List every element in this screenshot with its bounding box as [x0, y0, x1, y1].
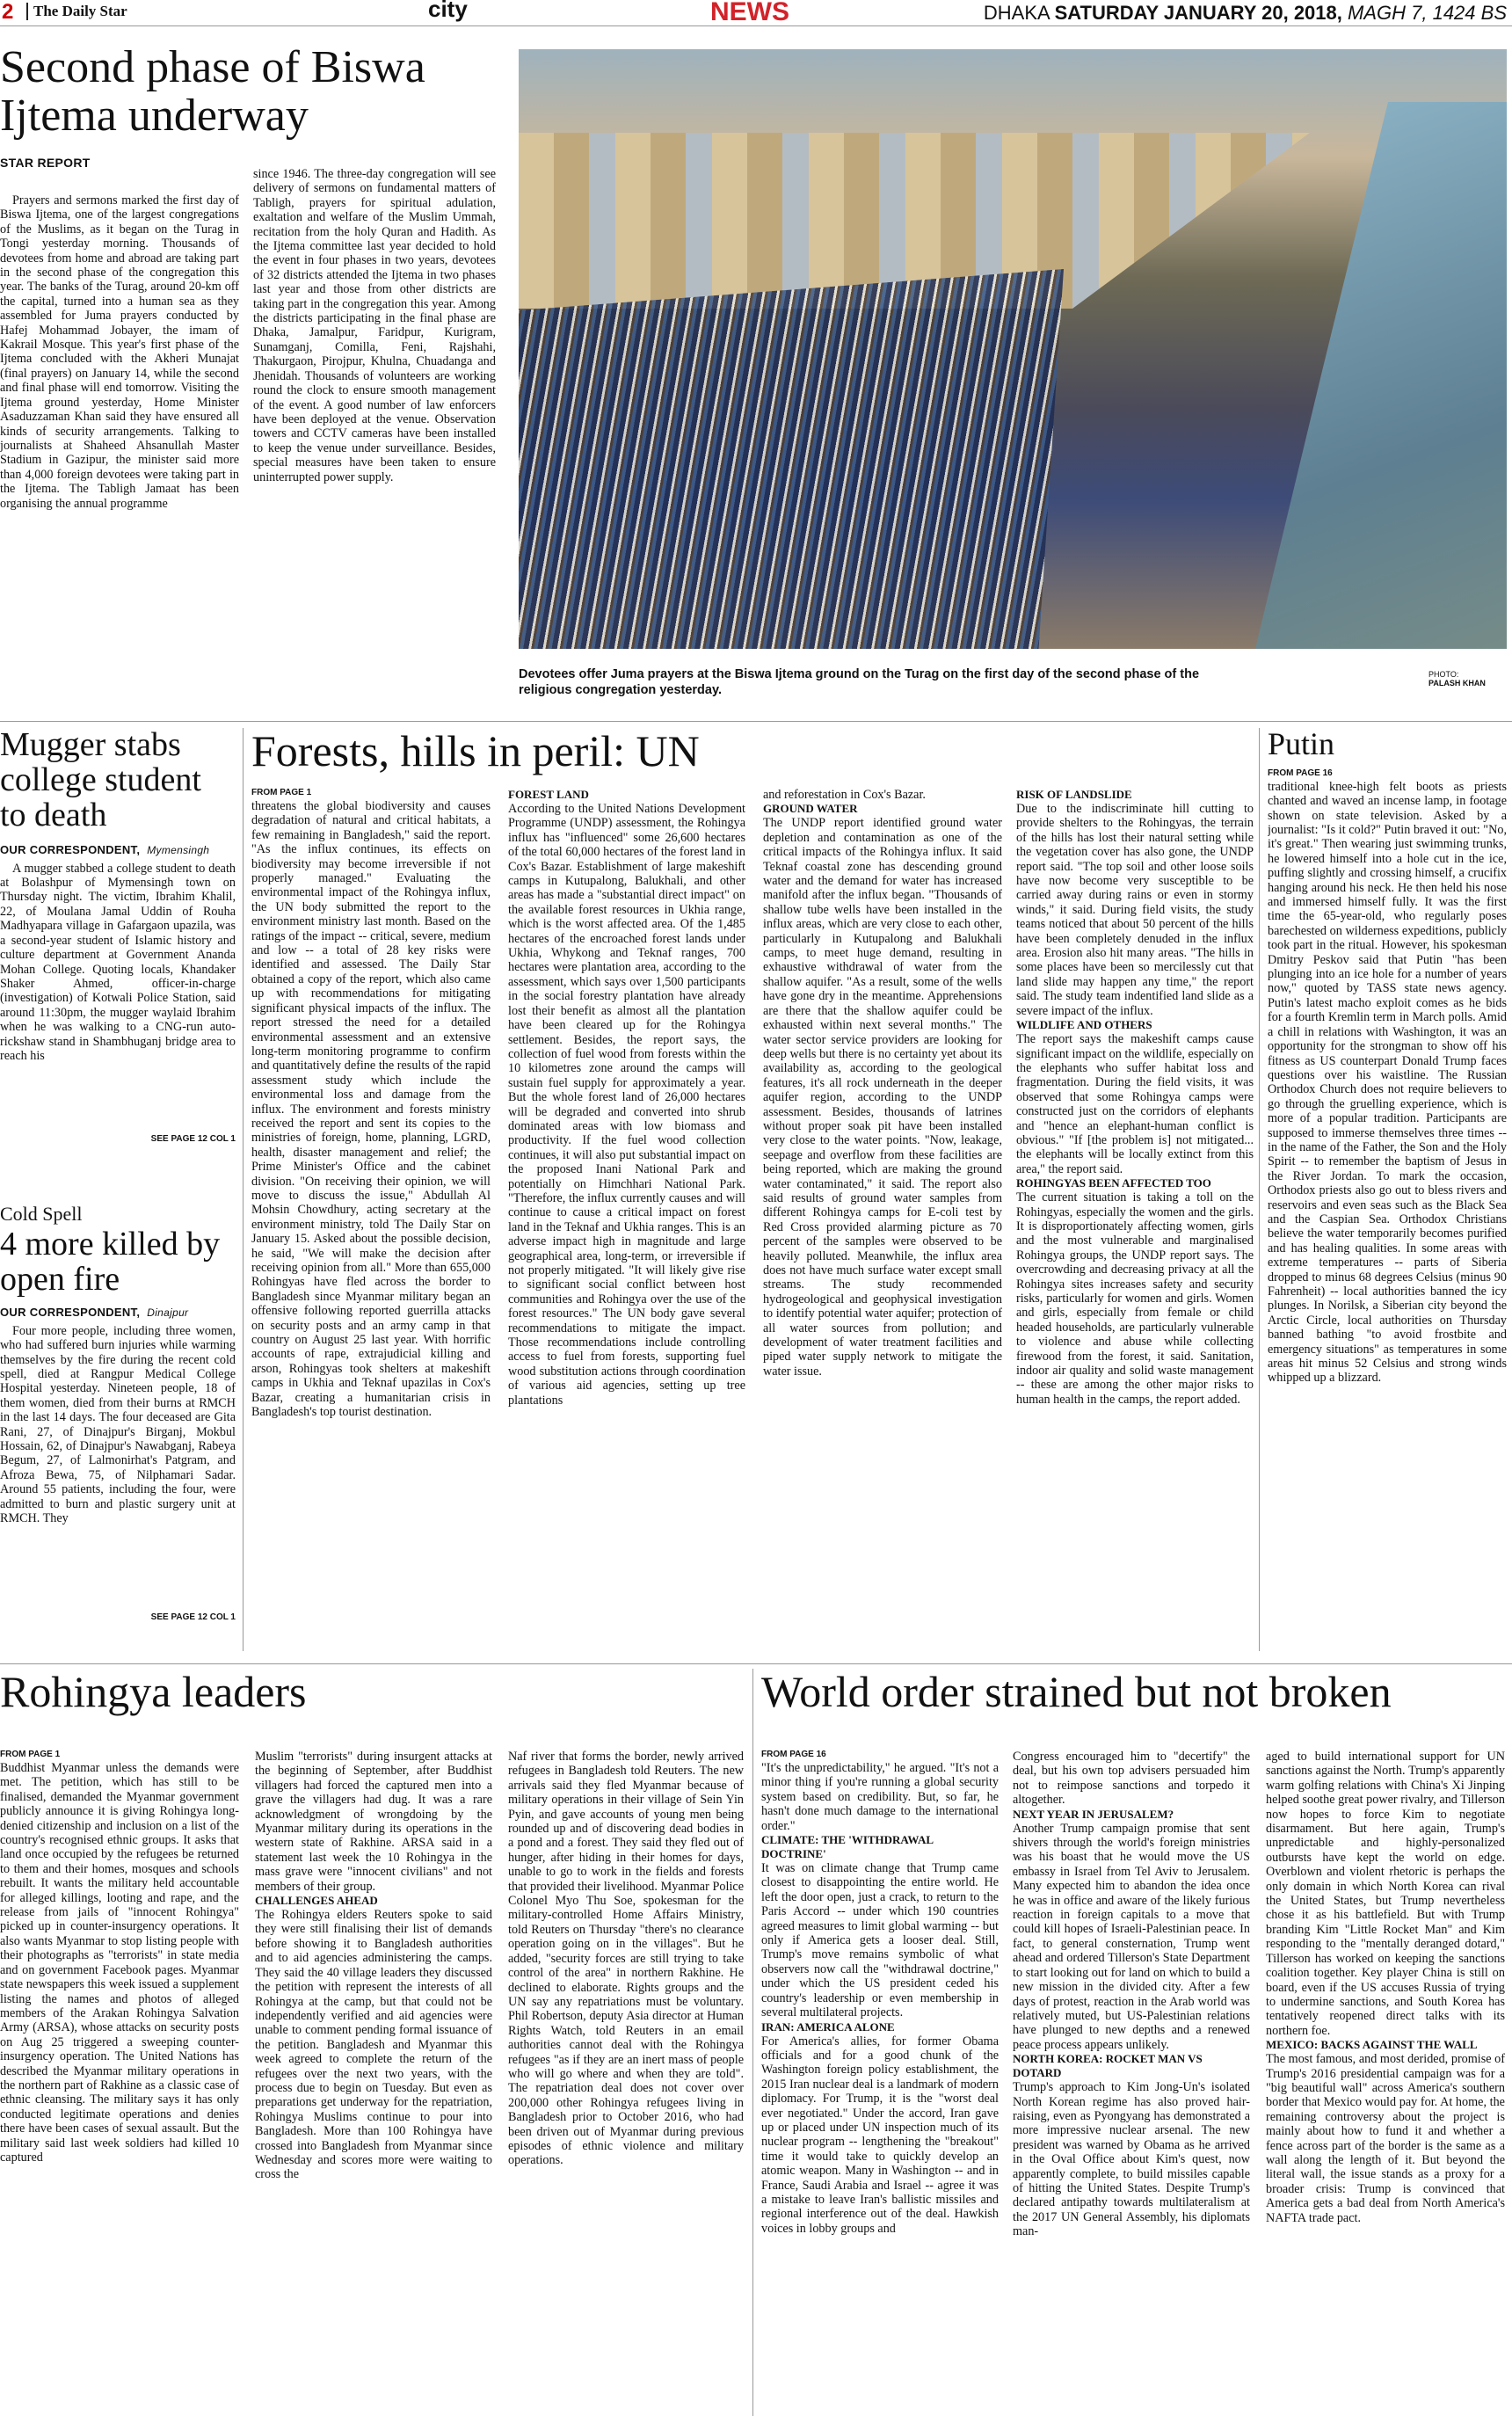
cold-byline — [0, 1305, 236, 1319]
world-sub-jerusalem: NEXT YEAR IN JERUSALEM? — [1013, 1807, 1174, 1821]
forests-col3a: and reforestation in Cox's Bazar. — [763, 788, 926, 802]
forests-jump: FROM PAGE 1 — [251, 788, 312, 797]
world-story — [761, 1669, 1512, 2416]
ijtema-byline: STAR REPORT — [0, 156, 91, 171]
forests-sub-forest: FOREST LAND — [508, 788, 589, 801]
world-sub-mexico: MEXICO: BACKS AGAINST THE WALL — [1266, 2038, 1478, 2052]
cold-story — [0, 1196, 236, 1653]
world-col1b: It was on climate change that Trump came closest to disappointing the entire world. He left the door open, just a crack, to return to the Paris Accord -- under which 190 countries agreed measures to limit global warming -- but only if America gets a looser deal. Still, Trump's move remains symbolic of what observers now call the "withdrawal doctrine," under which the US president ceded his country's leadership or even membership in several multilateral projects. — [761, 1861, 999, 2020]
forests-col2: According to the United Nations Development Programme (UNDP) assessment, the Rohingya influx has "influenced" some 26,600 hectares of the total 60,000 hectares of the forest land in Cox's Bazar. Establishment of large makeshift camps in Kutupalong, Balukhali, and other areas has made a "substantial direct impact" on the available forest resources in Ukhia range, which is the worst affected area. Of the 1,485 hectares of the encroached forest lands under Ukhia, Whykong and Teknaf ranges, 700 hectares were plantation area, according to the assessment, which says over 1,500 participants in the social forestry plantation have already lost their benefit as almost all the plantation have been cleared up for the Rohingya settlement. Besides, the report says, the collection of fuel wood from forests within the 10 kilometres zone around the camps will sustain fuel supply for approximately a year. But the whole forest land of 26,000 hectares will be degraded and converted into shrub dominated areas with low biomass and productivity. If the fuel wood collection continues, it will also put substantial impact on the proposed Inani National Park and potentially on Himchhari National Park. "Therefore, the influx currently causes and will continue to cause a critical impact on forest land in the Teknaf and Ukhia ranges. This is an adverse impact high in magnitude and large geographical area, long-term, or irreversible if not properly mitigated. "It will likely give rise to significant social conflict between host communities and Rohingya over the use of the forest resources." The UN body gave several recommendations to mitigate the impact. Those recommendations include controlling access to fuel from forests, supporting fuel wood substitution actions through coordination of various aid agencies, setting up tree plantations — [508, 802, 745, 1408]
forests-sub-landslide: RISK OF LANDSLIDE — [1016, 788, 1132, 801]
rohingya-col1-wrap — [0, 1750, 239, 2416]
forests-sub-rohingya: ROHINGYAS BEEN AFFECTED TOO — [1016, 1176, 1211, 1190]
rohingya-sub-challenges: CHALLENGES AHEAD — [255, 1894, 378, 1908]
world-col1a: "It's the unpredictability," he argued. "It's not a minor thing if you're running a global security system based on credibility. But, so far, he hasn't done much damage to the international order." — [761, 1761, 999, 1833]
rohingya-col1: Buddhist Myanmar unless the demands were met. The petition, which has still to be finalised, demanded the Myanmar government publicly announce it is giving Rohingya long-denied citizenship and inclusion on a list of the country's recognised ethnic groups. It asks that land once occupied by the refugees be returned to them and their homes, mosques and schools rebuilt. It wants the military held accountable for alleged killings, looting and rape, and the release from jails of "innocent Rohingya" picked up in counter-insurgency operations. It also wants Myanmar to stop listing people with their photographs as "terrorists" in state media and on government Facebook pages. Myanmar state newspapers this week issued a supplement listing the names and photos of alleged members of the Arakan Rohingya Salvation Army (ARSA), whose attacks on security posts on Aug 25 triggered a sweeping counter-insurgency operation. The United Nations has described the Myanmar military operations in the northern part of Rakhine as a classic case of ethnic cleansing. The military says it has only conducted legitimate operations and denies there have been cases of sexual assault. But the military said last week soldiers had killed 10 captured — [0, 1761, 239, 2165]
forests-headline: Forests, hills in peril: UN — [251, 728, 700, 775]
cold-headline: 4 more killed by open fire — [0, 1226, 221, 1298]
credit-name: PALASH KHAN — [1428, 679, 1486, 688]
cold-byline-place: Dinajpur — [147, 1306, 189, 1319]
world-col2a: Congress encouraged him to "decertify" the deal, but his own top advisers persuaded him not to reimpose sanctions and torpedo it altogether. — [1013, 1750, 1250, 1808]
divider — [0, 1663, 1512, 1664]
dateline-bangla: MAGH 7, 1424 BS — [1348, 2, 1507, 24]
mugger-byline-label: OUR CORRESPONDENT, — [0, 842, 141, 856]
forests-col3: The UNDP report identified ground water depletion and contamination as one of the critical impacts of the Rohingya influx. It said Teknaf coastal zone has descending ground water and the demand for water has increased manifold after the influx began. "Thousands of shallow tube wells have been installed in the influx areas, which are very close to each other, particularly in Kutupalong and Balukhali camps, to meet huge demand, resulting in exhaustive withdrawal of water from the shallow aquifer. "As a result, some of the wells have gone dry in the meantime. Apprehensions are there that the shallow aquifer could be exhausted within next several months." The water sector service providers are looking for deep wells but there is no certainty yet about its availability as, according to the geological features, it's all rock underneath in the deeper aquifer region, according to the UNDP assessment. Besides, thousands of latrines without proper soak pit have been installed very close to the water points. "Now, leakage, seepage and overflow from these facilities are being reported, which are making the ground water contaminated," it said. The report also said results of ground water samples from different Rohingya camps for E-coli test by Red Cross provided alarming picture as 70 percent of the samples were observed to be heavily polluted. Meanwhile, the influx area does not have much surface water except small streams. The study recommended hydrogeological and geophysical investigation to identify potential water aquifer; protection of all water sources from pollution; and development of water treatment facilities and piped water supply network to mitigate the water issue. — [763, 816, 1002, 1379]
category-label: NEWS — [710, 0, 789, 26]
rohingya-jump: FROM PAGE 1 — [0, 1750, 61, 1759]
mugger-text: A mugger stabbed a college student to death at Bolashpur of Mymensingh town on Thursday night. The victim, Ibrahim Khalil, 22, of Moulana Jamal Uddin of Rouha Madhyapara village in Gafargaon upazila, was a second-year student of Islamic history and culture department at Government Ananda Mohan College. Quoting locals, Khandaker Shaker Ahmed, officer-in-charge (investigation) of Kotwali Police Station, said around 11:30pm, the mugger waylaid Ibrahim when he was walking to a CNG-run auto-rickshaw stand in Shambhuganj bridge area to reach his — [0, 861, 236, 1063]
dateline-city: DHAKA — [983, 2, 1050, 24]
world-sub-korea: NORTH KOREA: ROCKET MAN VS DOTARD — [1013, 2052, 1203, 2080]
world-sub-climate: CLIMATE: THE 'WITHDRAWAL DOCTRINE' — [761, 1833, 934, 1861]
putin-headline: Putin — [1268, 728, 1335, 761]
forests-col2-wrap — [508, 788, 745, 1649]
rohingya-col2: Muslim "terrorists" during insurgent attacks at the beginning of September, after Buddhist villagers had forced the captured men into a grave the villagers had dug. It was a rare acknowledgment of wrongdoing by the Myanmar military during its operations in the western state of Rakhine. ARSA said in a statement last week the 10 Rohingya in the mass grave were "innocent civilians" and not members of their group. — [255, 1750, 492, 1894]
world-col2c: Trump's approach to Kim Jong-Un's isolated North Korean regime has also proved hair-raising, even as Pyongyang has demonstrated a more impressive nuclear arsenal. The new president was warned by Obama as he arrived in the Oval Office about Kim's quest, now apparently complete, to build missiles capable of hitting the United States. Despite Trump's declared antipathy towards multilateralism at the 2017 UN General Assembly, his diplomats man- — [1013, 2080, 1250, 2239]
forests-col1-wrap — [251, 788, 491, 1649]
forests-col1: threatens the global biodiversity and causes degradation of natural and critical habitats, a few remaining in Bangladesh," said the report. "As the influx continues, its effects on biodiversity may become irreversible if not properly managed." Evaluating the environmental impact of the Rohingya influx, the UN body submitted the report to the environment ministry last month. Based on the ratings of the impact -- critical, severe, medium and low -- a total of 28 key risks were identified and assessed. The Daily Star obtained a copy of the report, which also came up with recommendations for mitigating significant physical impacts of the influx. The report stressed the need for a detailed environmental assessment and an extensive long-term monitoring programme to confirm and quantitatively define the results of the rapid assessment study which include the environmental loss and damage from the influx. The environment and forests ministry received the report and sent its copies to the ministries of foreign, home, planning, LGRD, health, disaster management and relief; the Prime Minister's Office and the cabinet division. "On receiving their opinion, we will move to discuss the issue," Abdullah Al Mohsin Chowdhury, acting secretary at the environment ministry, told The Daily Star on January 15. Asked about the possible decision, he said, "We will make the decision after receiving opinion from all." More than 655,000 Rohingyas have fled across the border to Bangladesh since Myanmar military began an offensive following reported guerrilla attacks on security posts and an army camp in that country on August 25 last year. With horrific accounts of rape, extrajudicial killing and arson, Rohingyas took shelters at makeshift camps in Ukhia and Teknaf upazilas in Cox's Bazar, creating a humanitarian crisis in Bangladesh's top tourist destination. — [251, 799, 491, 1420]
divider — [243, 728, 244, 1651]
dateline-date: SATURDAY JANUARY 20, 2018, — [1054, 2, 1342, 24]
mugger-byline — [0, 842, 236, 856]
forests-sub-water: GROUND WATER — [763, 802, 858, 816]
putin-story — [1268, 728, 1507, 1656]
cold-continued: SEE PAGE 12 COL 1 — [150, 1612, 236, 1622]
cold-text: Four more people, including three women, who had suffered burn injuries while warming themselves by the fire during the recent cold spell, died at Rangpur Medical College Hospital yesterday. Nineteen people, 18 of them women, died from their burns at RMCH in the last 14 days. The four deceased are Gita Rani, 27, of Dinajpur's Birganj, Mokbul Hossain, 62, of Dinajpur's Nawabganj, Rabeya Begum, 27, of Lalmonirhat's Patgram, and Afroza Bewa, 75, of Nilphamari Sadar. Around 55 patients, including the four, were admitted to burn and plastic surgery unit at RMCH. They — [0, 1323, 236, 1526]
ijtema-caption: Devotees offer Juma prayers at the Biswa Ijtema ground on the Turag on the first day of the second phase of the religious congregation yesterday. — [519, 667, 1200, 697]
dateline — [984, 2, 1507, 25]
rohingya-col2-wrap — [255, 1750, 492, 2416]
ijtema-col1: Prayers and sermons marked the first day of Biswa Ijtema, one of the largest congregations of the Muslims, as it began on the Turag in Tongi yesterday morning. Thousands of devotees from home and abroad are taking part in the second phase of the congregation this year. The banks of the Turag, around 20-km off the capital, turned into a human sea as they assembled for Juma prayers conducted by Hafej Mohammad Jobayer, the imam of Kakrail Mosque. This year's first phase of the Ijtema concluded with the Akheri Munajat (final prayers) on January 14, while the second and final phase will end tomorrow. Visiting the Ijtema ground yesterday, Home Minister Asaduzzaman Khan said they have ensured all kinds of security arrangements. Talking to journalists at Shaheed Ahsanullah Master Stadium in Gazipur, the minister said more than 4,000 foreign devotees were taking part in the Ijtema. The Tabligh Jamaat has been organising the annual programme — [0, 193, 239, 511]
page-header — [0, 0, 1512, 26]
divider — [0, 721, 1512, 722]
rohingya-headline: Rohingya leaders — [0, 1669, 307, 1716]
putin-jump: FROM PAGE 16 — [1268, 768, 1333, 778]
forests-col3-wrap — [763, 788, 1002, 1649]
rohingya-col3-wrap — [508, 1750, 744, 2416]
divider — [752, 1669, 753, 2416]
cold-kicker: Cold Spell — [0, 1203, 83, 1225]
credit-label: PHOTO: — [1428, 670, 1459, 679]
mugger-story — [0, 728, 236, 1194]
rohingya-story — [0, 1669, 747, 2416]
mugger-headline: Mugger stabs college student to death — [0, 728, 201, 833]
world-sub-iran: IRAN: AMERICA ALONE — [761, 2019, 895, 2034]
mugger-continued: SEE PAGE 12 COL 1 — [150, 1133, 236, 1144]
ijtema-story — [0, 44, 505, 712]
ijtema-photo — [519, 49, 1507, 649]
world-col2-wrap — [1013, 1750, 1250, 2416]
rohingya-col3: Naf river that forms the border, newly arrived refugees in Bangladesh told Reuters. The new arrivals said they fled Myanmar because of military operations in their village of Sein Yin Pyin, and gave accounts of young men being rounded up and of discovering dead bodies in a pond and a forest. They said they fled out of hunger, after hiding in their homes for days, unable to go to work in the fields and forests that provided their livelihood. Myanmar Police Colonel Myo Thu Soe, spokesman for the military-controlled Home Affairs Ministry, told Reuters on Thursday "there's no clearance operation going on in the villages". But he added, "security forces are still trying to take control of the area" in northern Rakhine. He declined to elaborate. Rights groups and the UN say any repatriations must be voluntary. Phil Robertson, deputy Asia director at Human Rights Watch, told Reuters in an email authorities cannot deal with the Rohingya refugees "as if they are an inert mass of people who will go where and when they are told". The repatriation deal does not cover over 200,000 other Rohingya refugees living in Bangladesh prior to October 2016, who had been driven out of Myanmar during previous episodes of ethnic violence and military operations. — [508, 1750, 744, 2168]
forests-col4c: The current situation is taking a toll on the Rohingyas, especially the women and the girls. It is disproportionately affecting women, girls and the most vulnerable and marginalised Rohingya groups, the UNDP report says. The overcrowding and decreasing privacy at all the Rohingya sites increases safety and security risks, particularly for women and girls. Women and girls, especially from female or child headed households, are particularly vulnerable to violence and abuse while collecting firewood from the forest, it said. Sanitation, indoor air quality and solid waste management -- these are among the other major risks to human health in the camps, the report added. — [1016, 1190, 1254, 1407]
world-col3b: The most famous, and most derided, promise of Trump's 2016 presidential campaign was for a "big beautiful wall" across America's southern border that Mexico would pay for. At home, the remaining controversy about the project is mainly about how to fund it and whether a fence across part of the border is the same as a wall along the length of it. But beyond the literal wall, the issue stands as a proxy for a broader crisis: Trump is convinced that America gets a bad deal from North America's NAFTA trade pact. — [1266, 2052, 1505, 2225]
page-number: 2 — [0, 0, 19, 25]
forests-col4-wrap — [1016, 788, 1254, 1649]
rohingya-col2b: The Rohingya elders Reuters spoke to said they were still finalising their list of demands before showing it to Bangladesh authorities and to aid agencies administering the camps. They said the 40 village leaders they discussed the petition with represent the interests of all Rohingya at the camp, but that could not be independently verified and aid agencies were unable to comment pending formal issuance of the petition. Bangladesh and Myanmar this week agreed to complete the return of the refugees over the next two years, with the process due to begin on Tuesday. But even as preparations get underway for the repatriation, Rohingya Muslims continue to pour into Bangladesh. More than 100 Rohingya have crossed into Bangladesh from Myanmar since Wednesday and scores more were waiting to cross the — [255, 1908, 492, 2182]
masthead-logo: The Daily Star — [26, 3, 127, 20]
ijtema-col2: since 1946. The three-day congregation will see delivery of sermons on fundamental matters of Tabligh, prayers for spiritual adulation, exaltation and welfare of the Muslim Ummah, recitation from the holy Quran and Hadith. As the Ijtema committee last year decided to hold the event in four phases in two years, devotees of 32 districts attended the Ijtema in two phases last year and those from other districts are taking part in the congregation this year. Among the districts participating in the final phase are Dhaka, Jamalpur, Faridpur, Kurigram, Sunamganj, Comilla, Feni, Rajshahi, Thakurgaon, Pirojpur, Khulna, Chuadanga and Jhenidah. Thousands of volunteers are working round the clock to ensure smooth management of the event. A good number of law enforcers have been deployed at the venue. Observation towers and CCTV cameras have been installed to keep the venue under surveillance. Besides, special measures have been taken to ensure uninterrupted power supply. — [253, 167, 496, 484]
ijtema-headline: Second phase of Biswa Ijtema underway — [0, 44, 425, 141]
world-headline: World order strained but not broken — [761, 1669, 1392, 1716]
world-col3-wrap — [1266, 1750, 1505, 2416]
world-col3a: aged to build international support for UN sanctions against the North. Trump's apparently warm golfing relations with China's Xi Jinping helped soothe great power rivalry, and Tillerson now hopes to force Kim to negotiate disarmament. But here again, Trump's unpredictable and highly-personalized outbursts have kept the world on edge. Overblown and violent rhetoric is perhaps the only domain in which North Korea can rival the United States, but Trump nevertheless chose it as his battlefield. But with Trump branding Kim "Little Rocket Man" and Kim responding to the "mentally deranged dotard," Tillerson has worked on keeping the sanctions coalition together. Key player China is still on board, even if the US accuses Russia of trying to undermine sanctions, and South Korea has tentatively reopened direct talks with its northern foe. — [1266, 1750, 1505, 2038]
photo-credit — [1428, 670, 1508, 696]
forests-sub-wildlife: WILDLIFE AND OTHERS — [1016, 1018, 1152, 1032]
section-label: city — [428, 0, 468, 22]
divider — [1259, 728, 1260, 1651]
world-jump: FROM PAGE 16 — [761, 1750, 826, 1759]
mugger-byline-place: Mymensingh — [147, 843, 210, 856]
world-col1-wrap — [761, 1750, 999, 2416]
forests-story — [251, 728, 1254, 1656]
cold-byline-label: OUR CORRESPONDENT, — [0, 1305, 141, 1319]
world-col1c: For America's allies, for former Obama officials and for a good chunk of the Washington foreign policy establishment, the 2015 Iran nuclear deal is a landmark of modern diplomacy. For Trump, it is the "worst deal ever negotiated." Under the accord, Iran gave up or placed under UN inspection much of its nuclear program -- lengthening the "breakout" time it would take to quickly develop an atomic weapon. Many in Washington -- and in France, Saudi Arabia and Israel -- agree it was a mistake to leave Iran's ballistic missiles and regional interference out of the deal. Hawkish voices in lobby groups and — [761, 2034, 999, 2236]
forests-col4b: The report says the makeshift camps cause significant impact on the wildlife, especially on the elephants who suffer habitat loss and fragmentation. During the field visits, it was observed that some Rohingya camps were constructed just on the corridors of elephants and "hence an elephant-human conflict is obvious." "If [the problem is] not mitigated... the elephants will be locally extinct from this area," the report said. — [1016, 1032, 1254, 1176]
world-col2b: Another Trump campaign promise that sent shivers through the world's foreign ministries was his boast that he would move the US embassy in Israel from Tel Aviv to Jerusalem. Many expected him to abandon the idea once he was in office and aware of the likely furious reaction in foreign capitals to a move that could kill hopes of Israeli-Palestinian peace. In fact, to general consternation, Trump went ahead and ordered Tillerson's State Department to start looking out for land on which to build a new mission in the divided city. After a few days of protest, reaction in the Arab world was relatively muted, but US-Palestinian relations have plunged to new depths and a renewed peace process appears unlikely. — [1013, 1821, 1250, 2052]
putin-text: traditional knee-high felt boots as priests chanted and waved an incense lamp, in footage shown on state television. Asked by a journalist: "Is it cold?" Putin braved it out: "No, it's great." Then wearing just swimming trunks, he lowered himself into a hole cut in the ice, puffing slightly and crossing himself, a crucifix hanging around his neck. He then held his nose and immersed himself fully. It was the first time the 65-year-old, who regularly poses barechested on wilderness expeditions, publicly took part in the ritual. However, his spokesman Dmitry Peskov said that Putin "has been plunging into an ice hole for a number of years now," quoted by TASS state news agency. Putin's latest macho exploit comes as he bids for a fourth Kremlin term in March polls. Amid a chill in relations with Washington, it was an opportunity for the strongman to show off his fitness as US counterpart Donald Trump faces questions over his waistline. The Russian Orthodox Church does not require believers to go through the gruelling experience, which is more of a popular tradition. Participants are supposed to immerse themselves three times -- in the name of the Father, the Son and the Holy Spirit -- to remember the baptism of Jesus in the River Jordan. To mark the occasion, Orthodox priests also go out to bless rivers and reservoirs and even seas such as the Black Sea and the Caspian Sea. Orthodox Christians believe the water temporarily becomes purified and has healing qualities. In some areas with extreme temperatures -- parts of Siberia dropped to minus 68 degrees Celsius (minus 90 Fahrenheit) -- local authorities banned the icy plunges. In Norilsk, a Siberian city beyond the Arctic Circle, local authorities on Thursday banned bathing "to avoid frostbite and emergency situations" as temperatures in some areas hit minus 52 Celsius and strong winds whipped up a blizzard. — [1268, 779, 1507, 1386]
forests-col4a: Due to the indiscriminate hill cutting to provide shelters to the Rohingyas, the terrain of the hills has lost their natural setting while the vegetation cover has also gone, the UNDP report said. "The top soil and other loose soils have now become very susceptible to be carried away during rains or even in stormy winds," it said. During field visits, the study teams noticed that about 50 percent of the hills have been completely denuded in the influx area. Erosion also hit many areas. "The hills in some places have been so mercilessly cut that land slide may happen any time," the report said. The study team indentified land slide as a severe impact of the influx. — [1016, 802, 1254, 1018]
